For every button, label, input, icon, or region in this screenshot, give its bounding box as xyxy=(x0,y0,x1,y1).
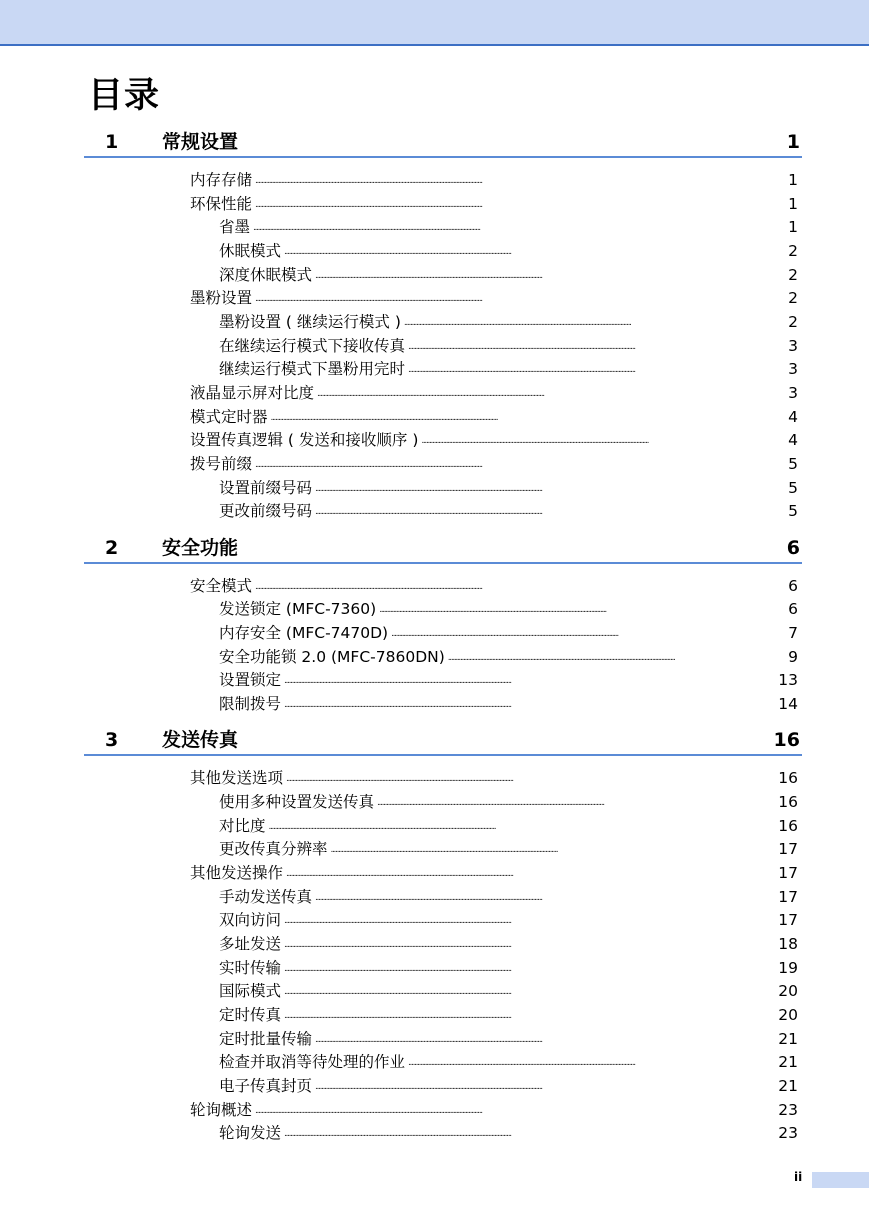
toc-entry-page: 7 xyxy=(788,624,798,642)
toc-entry[interactable] xyxy=(190,192,798,216)
dot-leader xyxy=(376,597,785,621)
toc-entry[interactable] xyxy=(190,286,798,310)
toc-subentry[interactable] xyxy=(219,1003,798,1027)
toc-entry-page: 9 xyxy=(788,648,798,666)
toc-entry-label: 拨号前缀 xyxy=(190,455,253,473)
page-number: ii xyxy=(794,1170,803,1184)
toc-entry-label: 轮询发送 xyxy=(219,1124,282,1142)
dot-leader xyxy=(388,621,785,645)
toc-subentry[interactable] xyxy=(219,645,798,669)
toc-entry-page: 2 xyxy=(788,313,798,331)
toc-entry-label: 继续运行模式下墨粉用完时 xyxy=(219,360,406,378)
toc-entry[interactable] xyxy=(190,574,798,598)
dot-leader xyxy=(268,405,786,429)
dot-leader xyxy=(312,476,785,500)
toc-entry-label: 液晶显示屏对比度 xyxy=(190,384,315,402)
toc-entry-label: 电子传真封页 xyxy=(219,1077,313,1095)
toc-subentry[interactable] xyxy=(219,1050,798,1074)
toc-subentry[interactable] xyxy=(219,215,798,239)
toc-subentry[interactable] xyxy=(219,837,798,861)
toc-entry-page: 19 xyxy=(778,959,798,977)
toc-entry-page: 4 xyxy=(788,431,798,449)
toc-entry-label: 定时传真 xyxy=(219,1006,282,1024)
toc-entry-label: 其他发送选项 xyxy=(190,769,284,787)
dot-leader xyxy=(266,814,776,838)
toc-entry-label: 对比度 xyxy=(219,817,266,835)
toc-subentry[interactable] xyxy=(219,790,798,814)
toc-entry-page: 6 xyxy=(788,600,798,618)
toc-entry[interactable] xyxy=(190,452,798,476)
toc-entry-page: 21 xyxy=(778,1030,798,1048)
toc-subentry[interactable] xyxy=(219,814,798,838)
toc-entry-label: 设置前缀号码 xyxy=(219,479,313,497)
toc-entry-label: 手动发送传真 xyxy=(219,888,313,906)
chapter-number: 1 xyxy=(105,131,119,153)
dot-leader xyxy=(283,766,775,790)
toc-entry-label: 省墨 xyxy=(219,218,251,236)
chapter-title: 安全功能 xyxy=(162,537,239,559)
toc-entry-page: 17 xyxy=(778,864,798,882)
dot-leader xyxy=(314,381,785,405)
dot-leader xyxy=(281,239,785,263)
toc-entry-page: 4 xyxy=(788,408,798,426)
dot-leader xyxy=(445,645,785,669)
dot-leader xyxy=(312,499,785,523)
chapter-page: 16 xyxy=(773,729,800,751)
toc-entry-label: 双向访问 xyxy=(219,911,282,929)
toc-entry-page: 3 xyxy=(788,337,798,355)
toc-entry-label: 内存安全 (MFC-7470D) xyxy=(219,624,389,642)
toc-subentry[interactable] xyxy=(219,1121,798,1145)
toc-entry-label: 墨粉设置 xyxy=(190,289,253,307)
dot-leader xyxy=(281,908,775,932)
dot-leader xyxy=(250,215,785,239)
toc-entry-page: 21 xyxy=(778,1053,798,1071)
toc-entry-page: 5 xyxy=(788,479,798,497)
toc-entry-label: 设置锁定 xyxy=(219,671,282,689)
dot-leader xyxy=(281,692,775,716)
toc-subentry[interactable] xyxy=(219,668,798,692)
dot-leader xyxy=(312,1027,775,1051)
toc-entry-label: 更改传真分辨率 xyxy=(219,840,328,858)
toc-entry-page: 1 xyxy=(788,171,798,189)
toc-entry-page: 5 xyxy=(788,455,798,473)
toc-entry-label: 限制拨号 xyxy=(219,695,282,713)
header-band xyxy=(0,0,869,46)
toc-subentry[interactable] xyxy=(219,597,798,621)
toc-subentry[interactable] xyxy=(219,476,798,500)
dot-leader xyxy=(281,1121,775,1145)
toc-entry-page: 16 xyxy=(778,793,798,811)
toc-entry-page: 6 xyxy=(788,577,798,595)
toc-entry-label: 模式定时器 xyxy=(190,408,268,426)
dot-leader xyxy=(418,428,785,452)
toc-entry-page: 16 xyxy=(778,769,798,787)
chapter-heading-1[interactable] xyxy=(84,130,802,158)
toc-entry-label: 安全模式 xyxy=(190,577,253,595)
dot-leader xyxy=(252,1098,775,1122)
toc-entry-label: 安全功能锁 2.0 (MFC-7860DN) xyxy=(219,648,445,666)
dot-leader xyxy=(328,837,776,861)
toc-entry-page: 13 xyxy=(778,671,798,689)
dot-leader xyxy=(312,1074,775,1098)
toc-entry-page: 14 xyxy=(778,695,798,713)
toc-entry-page: 2 xyxy=(788,242,798,260)
chapter-heading-2[interactable] xyxy=(84,536,802,564)
toc-entry-label: 内存存储 xyxy=(190,171,253,189)
toc-entry[interactable] xyxy=(190,428,798,452)
toc-entry-page: 17 xyxy=(778,911,798,929)
dot-leader xyxy=(252,286,785,310)
dot-leader xyxy=(283,861,775,885)
toc-entry-page: 21 xyxy=(778,1077,798,1095)
toc-entry-label: 设置传真逻辑 ( 发送和接收顺序 ) xyxy=(190,431,419,449)
toc-entry-label: 国际模式 xyxy=(219,982,282,1000)
toc-subentry[interactable] xyxy=(219,310,798,334)
toc-entry-page: 16 xyxy=(778,817,798,835)
toc-entry-label: 多址发送 xyxy=(219,935,282,953)
toc-entry-page: 23 xyxy=(778,1124,798,1142)
toc-entry[interactable] xyxy=(190,766,798,790)
toc-entry-label: 环保性能 xyxy=(190,195,253,213)
toc-entry-label: 检查并取消等待处理的作业 xyxy=(219,1053,406,1071)
toc-entry-label: 墨粉设置 ( 继续运行模式 ) xyxy=(219,313,401,331)
toc-subentry[interactable] xyxy=(219,908,798,932)
dot-leader xyxy=(281,956,775,980)
toc-entry-label: 实时传输 xyxy=(219,959,282,977)
dot-leader xyxy=(252,574,785,598)
toc-entry-page: 5 xyxy=(788,502,798,520)
toc-subentry[interactable] xyxy=(219,932,798,956)
toc-entry[interactable] xyxy=(190,861,798,885)
toc-subentry[interactable] xyxy=(219,979,798,1003)
toc-entry-page: 2 xyxy=(788,266,798,284)
toc-entry[interactable] xyxy=(190,168,798,192)
toc-entry[interactable] xyxy=(190,1098,798,1122)
toc-entry-label: 休眠模式 xyxy=(219,242,282,260)
chapter-title: 发送传真 xyxy=(162,729,239,751)
toc-subentry[interactable] xyxy=(219,263,798,287)
dot-leader xyxy=(405,1050,775,1074)
toc-entry-page: 2 xyxy=(788,289,798,307)
dot-leader xyxy=(281,979,775,1003)
toc-subentry[interactable] xyxy=(219,239,798,263)
toc-subentry[interactable] xyxy=(219,692,798,716)
document-title: 目录 xyxy=(88,76,161,116)
toc-subentry[interactable] xyxy=(219,499,798,523)
dot-leader xyxy=(281,668,775,692)
toc-subentry[interactable] xyxy=(219,1027,798,1051)
toc-entry-label: 定时批量传输 xyxy=(219,1030,313,1048)
dot-leader xyxy=(252,168,785,192)
toc-entry-page: 17 xyxy=(778,888,798,906)
toc-subentry[interactable] xyxy=(219,885,798,909)
toc-entry-page: 3 xyxy=(788,360,798,378)
chapter-number: 3 xyxy=(105,729,119,751)
chapter-page: 6 xyxy=(786,537,800,559)
toc-entry-label: 在继续运行模式下接收传真 xyxy=(219,337,406,355)
toc-subentry[interactable] xyxy=(219,357,798,381)
toc-entry[interactable] xyxy=(190,381,798,405)
dot-leader xyxy=(374,790,775,814)
toc-entry-page: 18 xyxy=(778,935,798,953)
toc-entry-label: 轮询概述 xyxy=(190,1101,253,1119)
page-tab xyxy=(812,1172,869,1188)
chapter-page: 1 xyxy=(786,131,800,153)
toc-subentry[interactable] xyxy=(219,621,798,645)
toc-entry-label: 更改前缀号码 xyxy=(219,502,313,520)
dot-leader xyxy=(401,310,785,334)
dot-leader xyxy=(252,452,785,476)
dot-leader xyxy=(405,334,785,358)
dot-leader xyxy=(281,1003,775,1027)
toc-entry-label: 使用多种设置发送传真 xyxy=(219,793,375,811)
chapter-heading-3[interactable] xyxy=(84,728,802,756)
toc-entry-page: 17 xyxy=(778,840,798,858)
toc-entry-label: 发送锁定 (MFC-7360) xyxy=(219,600,377,618)
toc-entry-page: 23 xyxy=(778,1101,798,1119)
dot-leader xyxy=(281,932,775,956)
dot-leader xyxy=(405,357,785,381)
toc-subentry[interactable] xyxy=(219,334,798,358)
toc-entry-page: 20 xyxy=(778,1006,798,1024)
toc-entry-label: 深度休眠模式 xyxy=(219,266,313,284)
chapter-title: 常规设置 xyxy=(162,131,239,153)
toc-entry[interactable] xyxy=(190,405,798,429)
dot-leader xyxy=(252,192,785,216)
toc-subentry[interactable] xyxy=(219,1074,798,1098)
toc-entry-page: 20 xyxy=(778,982,798,1000)
toc-entry-page: 1 xyxy=(788,218,798,236)
toc-entry-page: 3 xyxy=(788,384,798,402)
toc-entry-label: 其他发送操作 xyxy=(190,864,284,882)
chapter-number: 2 xyxy=(105,537,119,559)
toc-subentry[interactable] xyxy=(219,956,798,980)
toc-entry-page: 1 xyxy=(788,195,798,213)
dot-leader xyxy=(312,885,775,909)
dot-leader xyxy=(312,263,785,287)
